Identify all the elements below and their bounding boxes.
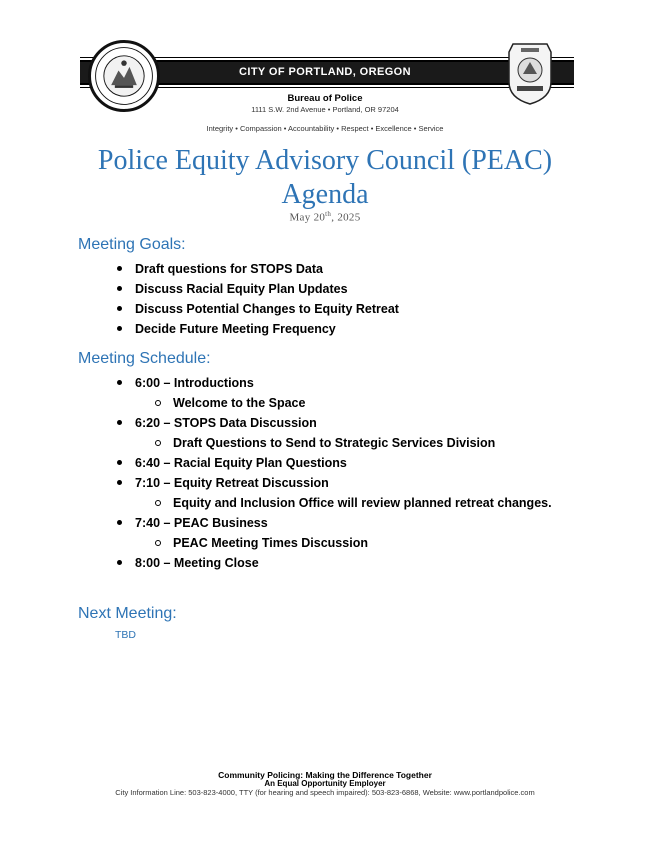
list-item: Discuss Racial Equity Plan Updates	[115, 279, 399, 299]
city-seal-icon	[88, 40, 160, 112]
page-subtitle: Agenda	[281, 179, 369, 210]
list-item: 8:00 – Meeting Close	[115, 553, 552, 573]
list-item: Draft questions for STOPS Data	[115, 259, 399, 279]
footer-contact: City Information Line: 503-823-4000, TTY (for hearing and speech impaired): 503-823-6868, Website: www.portlandpolice.com	[115, 788, 535, 797]
sub-list-item: Welcome to the Space	[115, 393, 552, 413]
list-item: 6:40 – Racial Equity Plan Questions	[115, 453, 552, 473]
bureau-address: 1111 S.W. 2nd Avenue • Portland, OR 97204	[251, 105, 399, 114]
sub-list-item: PEAC Meeting Times Discussion	[115, 533, 552, 553]
city-title: CITY OF PORTLAND, OREGON	[239, 66, 411, 78]
date-year: , 2025	[331, 211, 361, 224]
goals-heading: Meeting Goals:	[78, 236, 186, 253]
schedule-heading: Meeting Schedule:	[78, 350, 211, 367]
sub-list-item: Equity and Inclusion Office will review planned retreat changes.	[115, 493, 552, 513]
list-item: Discuss Potential Changes to Equity Retreat	[115, 299, 399, 319]
list-item: 6:20 – STOPS Data Discussion	[115, 413, 552, 433]
list-item: 7:40 – PEAC Business	[115, 513, 552, 533]
footer-eoe: An Equal Opportunity Employer	[264, 779, 386, 788]
next-meeting-value: TBD	[115, 629, 136, 641]
bureau-values: Integrity • Compassion • Accountability • Respect • Excellence • Service	[206, 124, 444, 133]
goals-list	[115, 259, 399, 339]
date-suffix: th	[325, 210, 332, 218]
meeting-date	[0, 210, 650, 224]
footer-motto: Community Policing: Making the Difference Together	[218, 770, 432, 780]
list-item: 6:00 – Introductions	[115, 373, 552, 393]
list-item: Decide Future Meeting Frequency	[115, 319, 399, 339]
list-item: 7:10 – Equity Retreat Discussion	[115, 473, 552, 493]
schedule-list	[115, 373, 552, 573]
date-main: May 20	[289, 211, 326, 224]
police-badge-icon	[505, 38, 555, 108]
bureau-name: Bureau of Police	[287, 93, 363, 104]
sub-list-item: Draft Questions to Send to Strategic Services Division	[115, 433, 552, 453]
next-meeting-heading: Next Meeting:	[78, 605, 177, 622]
page-title: Police Equity Advisory Council (PEAC)	[97, 145, 553, 176]
